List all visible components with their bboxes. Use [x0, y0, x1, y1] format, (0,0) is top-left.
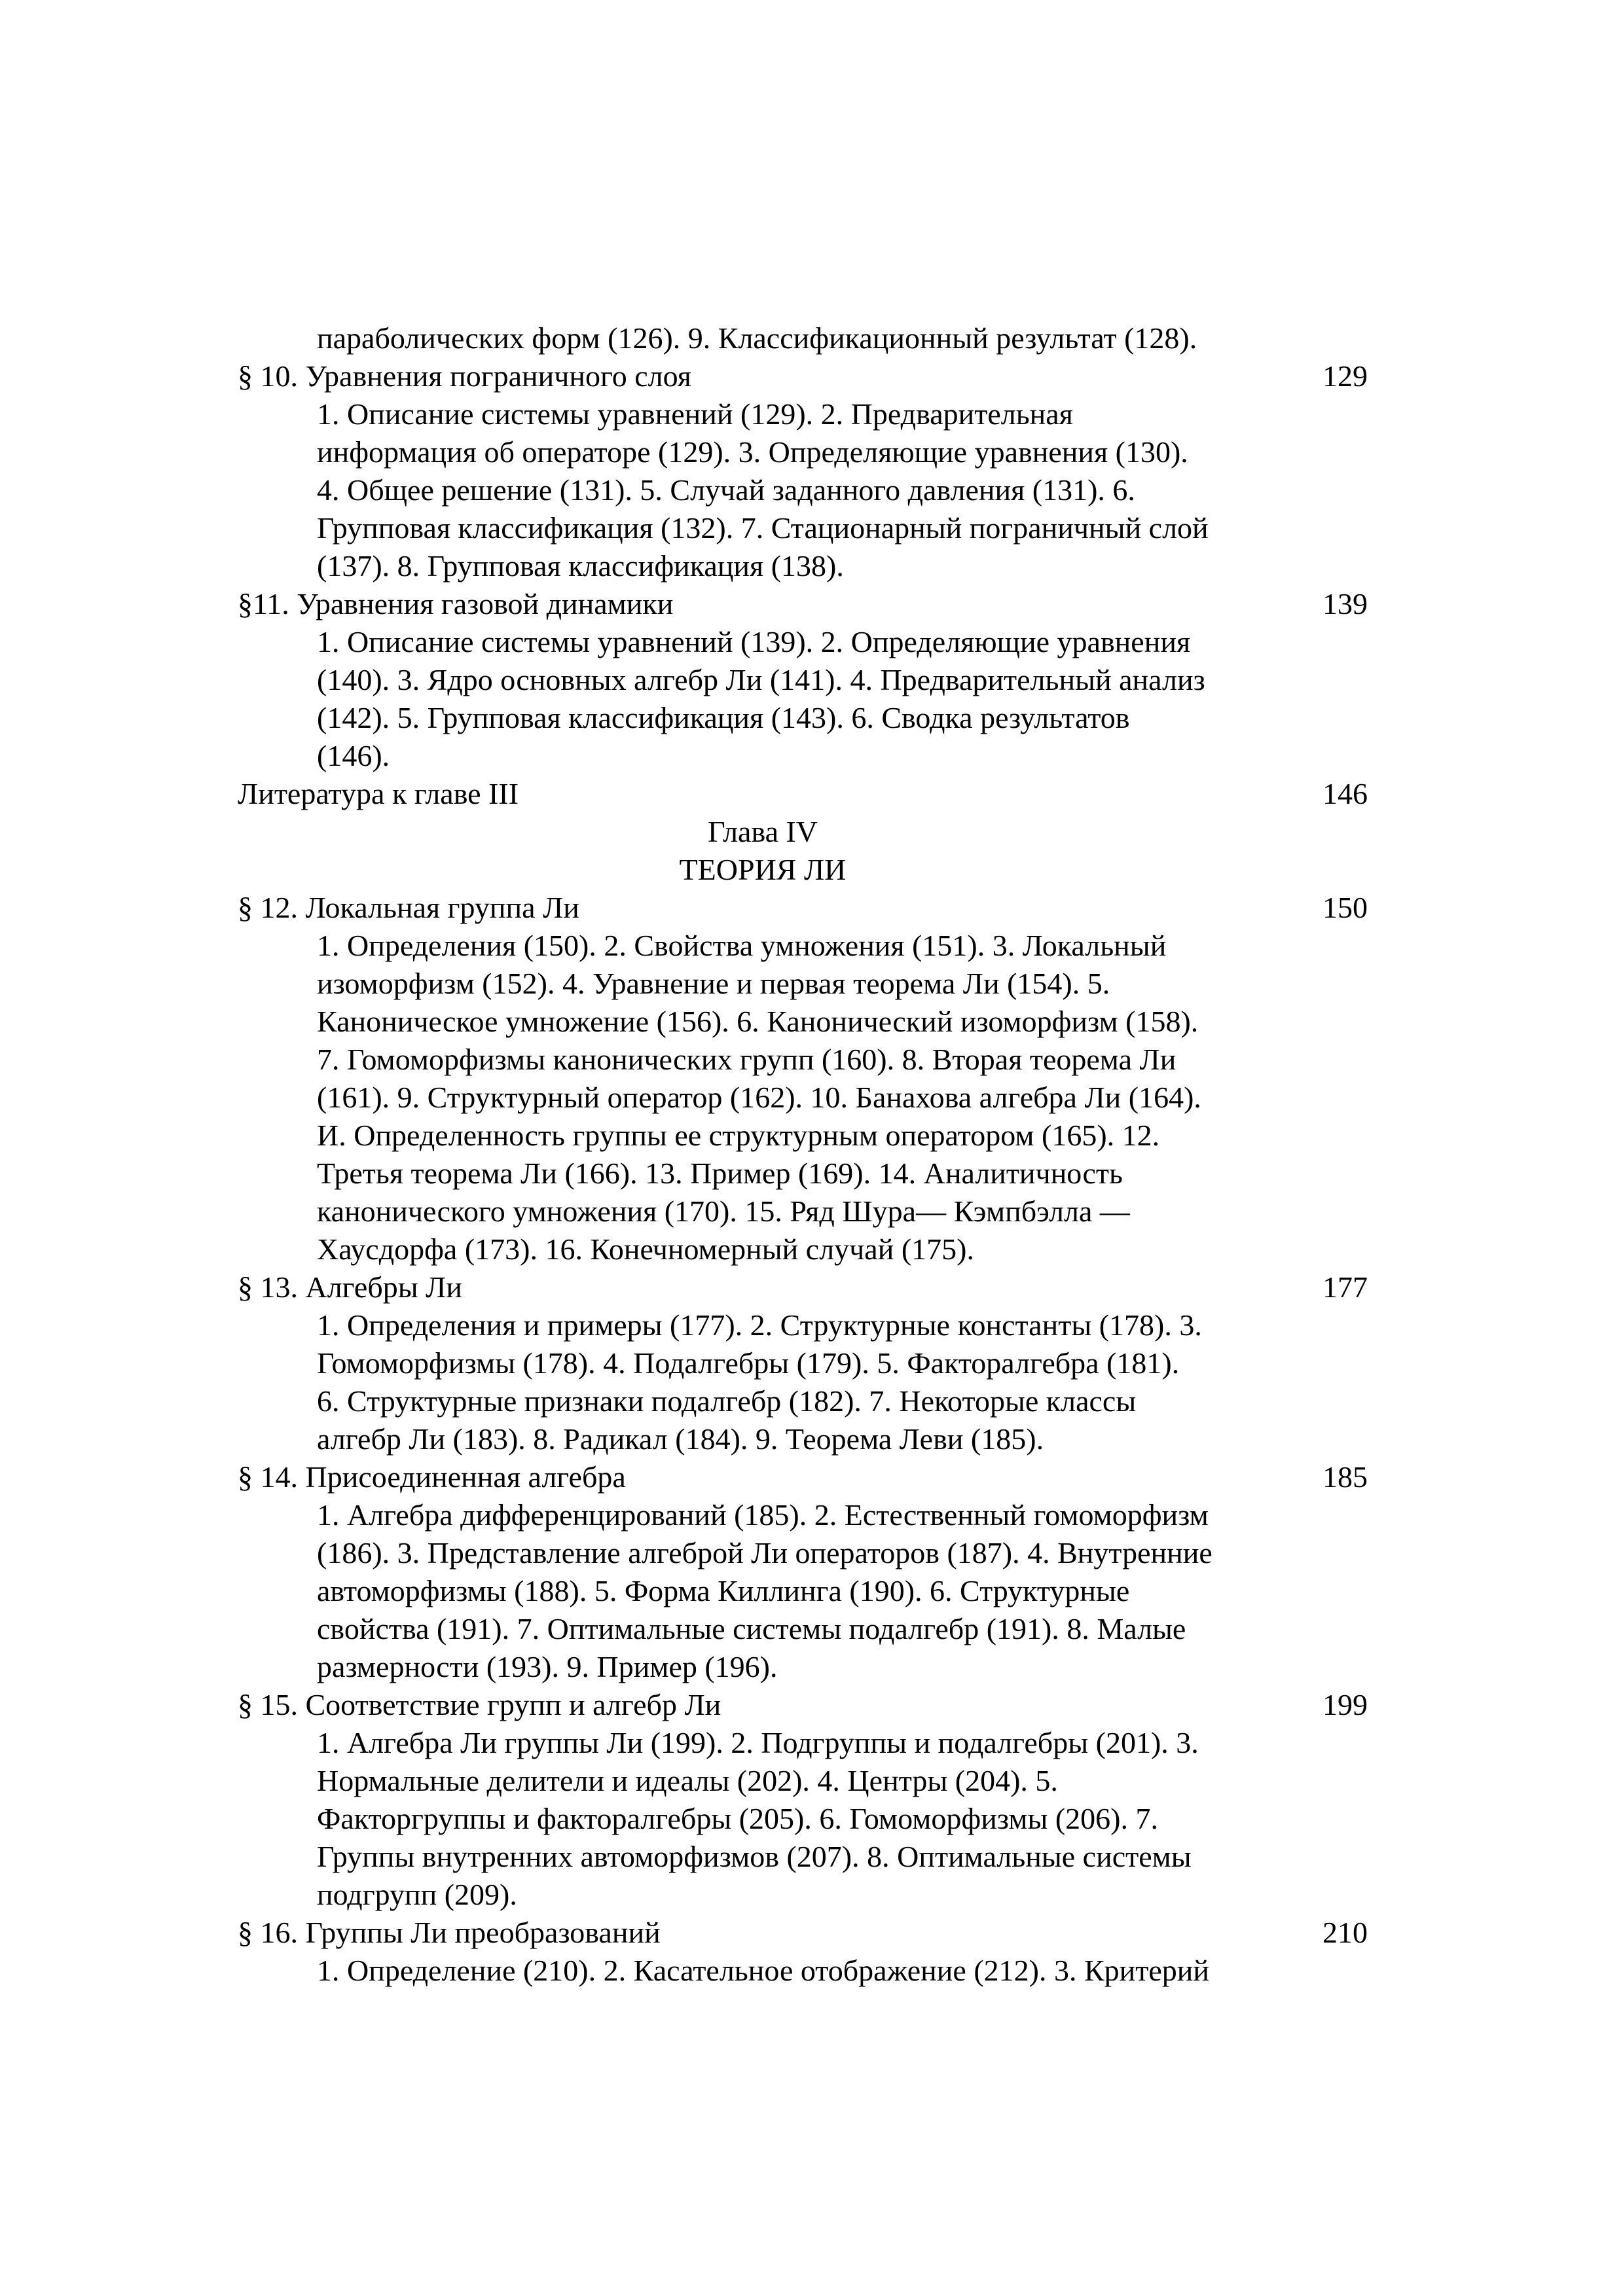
- toc-s14-line: автоморфизмы (188). 5. Форма Киллинга (190). 6. Структурные: [317, 1574, 1130, 1607]
- toc-s15-line: 1. Алгебра Ли группы Ли (199). 2. Подгруппы и подалгебры (201). 3.: [317, 1726, 1199, 1759]
- toc-s16-title: § 16. Группы Ли преобразований: [238, 1916, 661, 1949]
- toc-s12-line: канонического умножения (170). 15. Ряд Шура— Кэмпбэлла —: [317, 1194, 1130, 1228]
- toc-s13-page: 177: [1322, 1270, 1368, 1304]
- toc-s14-line: свойства (191). 7. Оптимальные системы подалгебр (191). 8. Малые: [317, 1612, 1186, 1645]
- toc-s15-page: 199: [1322, 1688, 1368, 1721]
- toc-s12-line: (161). 9. Структурный оператор (162). 10. Банахова алгебра Ли (164).: [317, 1081, 1201, 1114]
- toc-s13-line: алгебр Ли (183). 8. Радикал (184). 9. Теорема Леви (185).: [317, 1422, 1044, 1456]
- toc-s10-line: 1. Описание системы уравнений (129). 2. Предварительная: [317, 397, 1073, 431]
- toc-s11-title: §11. Уравнения газовой динамики: [238, 587, 674, 620]
- toc-lit3-title: Литература к главе III: [238, 777, 519, 810]
- chapter-label: Глава IV: [707, 815, 818, 848]
- toc-s14-title: § 14. Присоединенная алгебра: [238, 1460, 626, 1494]
- toc-s15-line: Группы внутренних автоморфизмов (207). 8. Оптимальные системы: [317, 1840, 1192, 1873]
- toc-s12-line: Третья теорема Ли (166). 13. Пример (169). 14. Аналитичность: [317, 1157, 1123, 1190]
- toc-s14-line: размерности (193). 9. Пример (196).: [317, 1650, 778, 1683]
- toc-s14-line: 1. Алгебра дифференцирований (185). 2. Естественный гомоморфизм: [317, 1498, 1209, 1532]
- toc-s11-line: 1. Описание системы уравнений (139). 2. Определяющие уравнения: [317, 625, 1191, 658]
- toc-s11-page: 139: [1322, 587, 1368, 620]
- toc-s12-line: 7. Гомоморфизмы канонических групп (160). 8. Вторая теорема Ли: [317, 1043, 1176, 1076]
- toc-s10-line: (137). 8. Групповая классификация (138).: [317, 549, 844, 583]
- toc-s12-line: Каноническое умножение (156). 6. Канонический изоморфизм (158).: [317, 1005, 1199, 1038]
- toc-s14-page: 185: [1322, 1460, 1368, 1494]
- toc-s15-line: Факторгруппы и факторалгебры (205). 6. Гомоморфизмы (206). 7.: [317, 1802, 1158, 1835]
- toc-s15-title: § 15. Соответствие групп и алгебр Ли: [238, 1688, 721, 1721]
- toc-s10-line: 4. Общее решение (131). 5. Случай заданного давления (131). 6.: [317, 473, 1135, 507]
- toc-s10-page: 129: [1322, 359, 1368, 393]
- toc-s16-line: 1. Определение (210). 2. Касательное отображение (212). 3. Критерий: [317, 1954, 1210, 1987]
- toc-s12-line: изоморфизм (152). 4. Уравнение и первая теорема Ли (154). 5.: [317, 967, 1110, 1000]
- toc-s12-title: § 12. Локальная группа Ли: [238, 891, 579, 924]
- toc-s11-line: (146).: [317, 739, 390, 772]
- toc-s15-line: Нормальные делители и идеалы (202). 4. Центры (204). 5.: [317, 1764, 1058, 1797]
- toc-s12-page: 150: [1322, 891, 1368, 924]
- toc-s13-line: 1. Определения и примеры (177). 2. Структурные константы (178). 3.: [317, 1308, 1202, 1342]
- toc-s13-line: Гомоморфизмы (178). 4. Подалгебры (179). 5. Факторалгебра (181).: [317, 1346, 1180, 1380]
- toc-s11-line: (140). 3. Ядро основных алгебр Ли (141). 4. Предварительный анализ: [317, 663, 1205, 696]
- toc-s12-line: 1. Определения (150). 2. Свойства умножения (151). 3. Локальный: [317, 929, 1167, 962]
- toc-s13-title: § 13. Алгебры Ли: [238, 1270, 462, 1304]
- toc-s9-tail: параболических форм (126). 9. Классификационный результат (128).: [317, 321, 1197, 355]
- toc-s13-line: 6. Структурные признаки подалгебр (182). 7. Некоторые классы: [317, 1384, 1137, 1418]
- toc-s16-page: 210: [1322, 1916, 1368, 1949]
- toc-s12-line: Хаусдорфа (173). 16. Конечномерный случай (175).: [317, 1232, 974, 1266]
- toc-s11-line: (142). 5. Групповая классификация (143). 6. Сводка результатов: [317, 701, 1130, 734]
- toc-s14-line: (186). 3. Представление алгеброй Ли операторов (187). 4. Внутренние: [317, 1536, 1213, 1570]
- toc-s12-line: И. Определенность группы ее структурным оператором (165). 12.: [317, 1119, 1160, 1152]
- toc-s10-line: информация об операторе (129). 3. Определяющие уравнения (130).: [317, 435, 1188, 469]
- toc-lit3-page: 146: [1322, 777, 1368, 810]
- toc-s10-line: Групповая классификация (132). 7. Стационарный пограничный слой: [317, 511, 1209, 545]
- toc-s15-line: подгрупп (209).: [317, 1878, 517, 1911]
- chapter-title: ТЕОРИЯ ЛИ: [679, 853, 847, 886]
- toc-s10-title: § 10. Уравнения пограничного слоя: [238, 359, 691, 393]
